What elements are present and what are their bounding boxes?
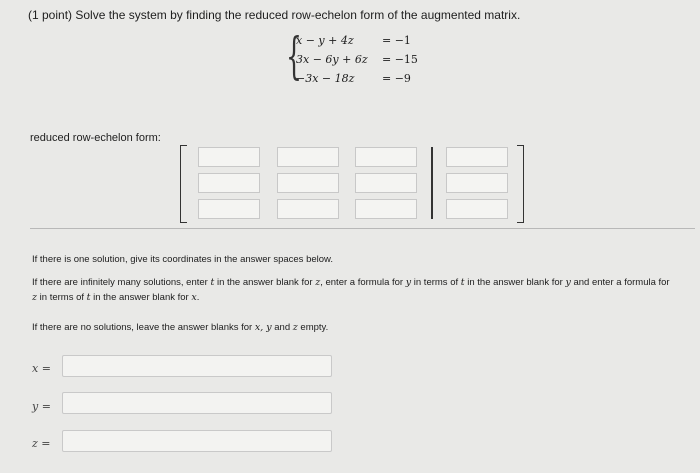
augmented-cell-input[interactable] — [446, 199, 508, 219]
problem-points: (1 point) — [28, 8, 73, 22]
problem-statement — [28, 8, 520, 22]
x-answer-label: x = — [32, 362, 51, 375]
y-answer-input[interactable] — [62, 392, 332, 414]
matrix-cell-input[interactable] — [355, 199, 417, 219]
z-answer-input[interactable] — [62, 430, 332, 452]
left-brace: { — [286, 27, 302, 85]
matrix-cell-input[interactable] — [277, 147, 339, 167]
matrix-cell-input[interactable] — [198, 147, 260, 167]
instruction-no-solution: If there are no solutions, leave the answer blanks for x, y and z empty. — [32, 322, 329, 333]
z-answer-label: z = — [32, 437, 51, 450]
section-separator — [30, 228, 695, 229]
problem-text: Solve the system by finding the reduced row-echelon form of the augmented matrix. — [75, 8, 521, 22]
matrix-cell-input[interactable] — [277, 199, 339, 219]
matrix-right-bracket — [517, 145, 524, 223]
x-answer-input[interactable] — [62, 355, 332, 377]
augmented-cell-input[interactable] — [446, 173, 508, 193]
instruction-one-solution: If there is one solution, give its coordinates in the answer spaces below. — [32, 254, 334, 265]
rref-label: reduced row-echelon form: — [30, 132, 161, 144]
matrix-left-bracket — [180, 145, 187, 223]
augmented-cell-input[interactable] — [446, 147, 508, 167]
matrix-cell-input[interactable] — [355, 173, 417, 193]
matrix-cell-input[interactable] — [355, 147, 417, 167]
instruction-infinite-solutions: If there are infinitely many solutions, enter t in the answer blank for z, enter a formula for y in terms of t in the answer blank for y and enter a formula for z in terms of t in the answer blank for x. — [32, 277, 670, 303]
matrix-cell-input[interactable] — [198, 173, 260, 193]
matrix-cell-input[interactable] — [277, 173, 339, 193]
equation-system: { x − y + 4z = −1 3x − 6y + 6z = −15 −3x − 18z = −9 — [286, 27, 418, 85]
augmented-matrix — [180, 145, 530, 223]
matrix-cell-input[interactable] — [198, 199, 260, 219]
y-answer-label: y = — [32, 400, 51, 413]
augment-divider — [431, 147, 433, 219]
